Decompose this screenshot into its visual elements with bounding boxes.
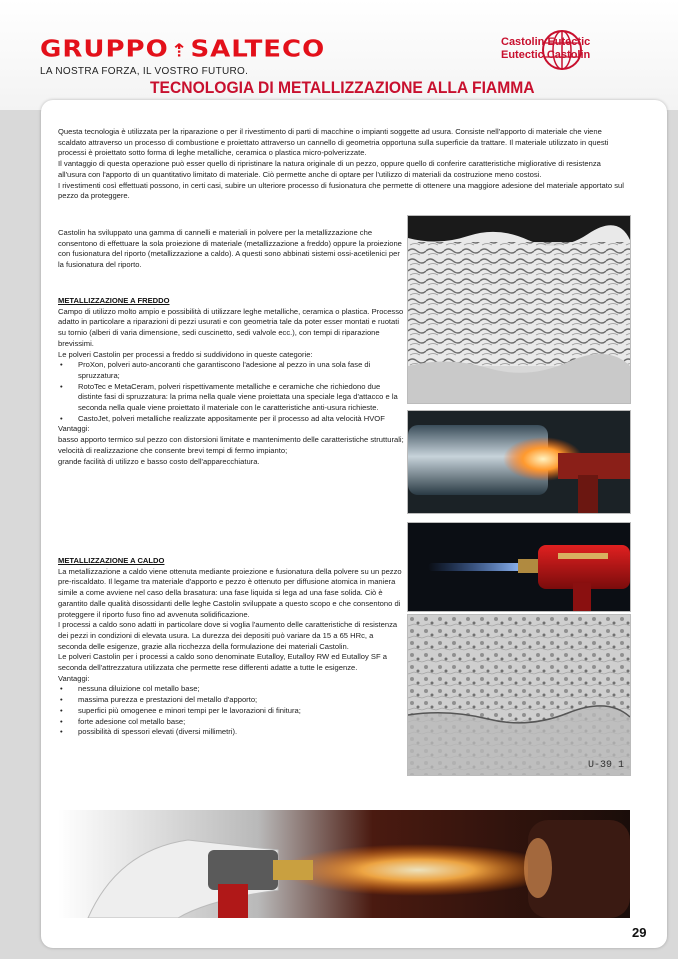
section-caldo xyxy=(58,556,404,738)
operator-spray-photo xyxy=(58,810,630,918)
list-item: • ProXon, polveri auto-ancoranti che garantiscono l'adesione al pezzo in una sola fase di spruzzatura; xyxy=(58,360,404,381)
gruppo-salteco-logo xyxy=(40,36,325,63)
intro-paragraph: Questa tecnologia è utilizzata per la riparazione o per il rivestimento di parti di macchine o impianti soggette ad usura. Consiste nell'apporto di materiale che viene scaldato attraverso un processo di combustione e proiettato attraverso un cannello di geometria opportuna sulla superficie da trattare. Il materiale utilizzato in questi processi è proiettato sotto forma di leghe metalliche, ceramica o plastica micro-polverizzate. xyxy=(58,127,609,158)
advantages-text: basso apporto termico sul pezzo con distorsioni limitate e mantenimento delle caratteristiche strutturali; velocità di realizzazione che consente brevi tempi di fermo impianto; xyxy=(58,435,404,455)
list-item: • forte adesione col metallo base; xyxy=(58,717,404,728)
page-title: TECNOLOGIA DI METALLIZZAZIONE ALLA FIAMMA xyxy=(150,78,535,97)
torch-flame-photo xyxy=(407,522,631,612)
brand-arrow-icon: ⇡ xyxy=(170,39,189,62)
section-paragraph: Campo di utilizzo molto ampio e possibilità di utilizzare leghe metalliche, ceramica o plastica. Processo adatto in particolare a riparazioni di pezzi usurati e con geometria tale da poter esser montati e ruotati su tornio (alberi di varia dimensione, sedi cuscinetto, sedi valvole ecc.), con tempi di riparazione brevissimi. xyxy=(58,306,404,348)
tagline: LA NOSTRA FORZA, IL VOSTRO FUTURO. xyxy=(40,66,249,77)
list-item: • RotoTec e MetaCeram, polveri rispettivamente metalliche e ceramiche che richiedono due distinte fasi di spruzzatura: la prima nella quale viene proiettata una speciale lega d'attacco e la seconda nella quale viene proiettato il materiale con le caratteristiche anti-usura richieste. xyxy=(58,382,404,414)
section-freddo xyxy=(58,296,404,467)
intro-paragraph: I rivestimenti così effettuati possono, in certi casi, subire un ulteriore processo di fusionatura che permette di ottenere una maggiore adesione del materiale apportato sul pezzo da proteggere. xyxy=(58,180,624,201)
advantages-list xyxy=(58,684,404,738)
intro-text-left xyxy=(58,228,404,271)
fused-coating-micrograph-photo xyxy=(407,614,631,776)
advantages-label: Vantaggi: xyxy=(58,673,90,683)
section-title: METALLIZZAZIONE A FREDDO xyxy=(58,296,170,305)
category-list xyxy=(58,360,404,424)
section-paragraph: Le polveri Castolin per processi a freddo si suddividono in queste categorie: xyxy=(58,349,313,359)
section-paragraph: La metallizzazione a caldo viene ottenuta mediante proiezione e fusionatura della polvere su un pezzo pre-riscaldato. Il legame tra materiale d'apporto e pezzo è ottenuto per diffusione atomica in maniera simile a come avviene nel caso della brasatura: una fase liquida si lega ad una fase solida. Ciò è garantito dalle qualità disossidanti delle leghe Castolin sviluppate a questo scopo e che consentono di proteggere il riporto fuso fino ad avvenuta solidificazione. xyxy=(58,566,402,619)
section-title: METALLIZZAZIONE A CALDO xyxy=(58,556,165,565)
list-item: • possibilità di spessori elevati (diversi millimetri). xyxy=(58,727,404,738)
list-item: • massima purezza e prestazioni del metallo d'apporto; xyxy=(58,695,404,706)
micrograph-label: U-39 1 xyxy=(587,760,624,771)
logo-line-1: Castolin Eutectic xyxy=(501,36,591,48)
brand-right: SALTECO xyxy=(190,36,326,63)
brand-left: GRUPPO xyxy=(40,36,169,63)
page-number: 29 xyxy=(632,925,647,940)
list-item: • CastoJet, polveri metalliche realizzate appositamente per il processo ad alta velocità HVOF xyxy=(58,414,404,425)
section-paragraph: Le polveri Castolin per i processi a caldo sono denominate Eutalloy, Eutalloy RW ed Eutalloy SF a seconda dell'attrezzatura utilizzata che permette rese differenti adatte a tutte le esigenze. xyxy=(58,652,387,673)
intro-paragraph: Castolin ha sviluppato una gamma di cannelli e materiali in polvere per la metallizzazione che consentono di effettuare la sola proiezione di materiale (metallizzazione a freddo) oppure la proiezione con fusionatura del riporto (metallizzazione a caldo). A questi sono abbinati sistemi ossi-acetilenici per la fusionatura del riporto. xyxy=(58,228,402,270)
list-item: • superfici più omogenee e minori tempi per le lavorazioni di finitura; xyxy=(58,706,404,717)
list-item: • nessuna diluizione col metallo base; xyxy=(58,684,404,695)
section-paragraph: I processi a caldo sono adatti in particolare dove si voglia l'aumento delle caratteristiche di resistenza dei pezzi in condizioni di elevata usura. La durezza dei depositi può variare da 15 a 65 HRc, a seconda delle esigenze, grazie alla ricchezza della formulazione dei materiali Castolin. xyxy=(58,620,398,651)
advantages-label: Vantaggi: xyxy=(58,424,90,434)
coating-micrograph-photo xyxy=(407,215,631,404)
logo-line-2: Eutectic Castolin xyxy=(501,49,591,61)
castolin-eutectic-logo xyxy=(497,27,637,73)
advantages-text: grande facilità di utilizzo e basso costo dell'apparecchiatura. xyxy=(58,456,260,466)
intro-paragraph: Il vantaggio di questa operazione può esser quello di ripristinare la natura originale di un pezzo, oppure quello di conferire caratteristiche migliorative di resistenza all'usura con l'apporto di un quantitativo limitato di materiale. Ciò permette anche di optare per l'utilizzo di materiali da costruzione meno costosi. xyxy=(58,159,601,179)
intro-text xyxy=(58,127,630,202)
lathe-spray-photo xyxy=(407,410,631,514)
